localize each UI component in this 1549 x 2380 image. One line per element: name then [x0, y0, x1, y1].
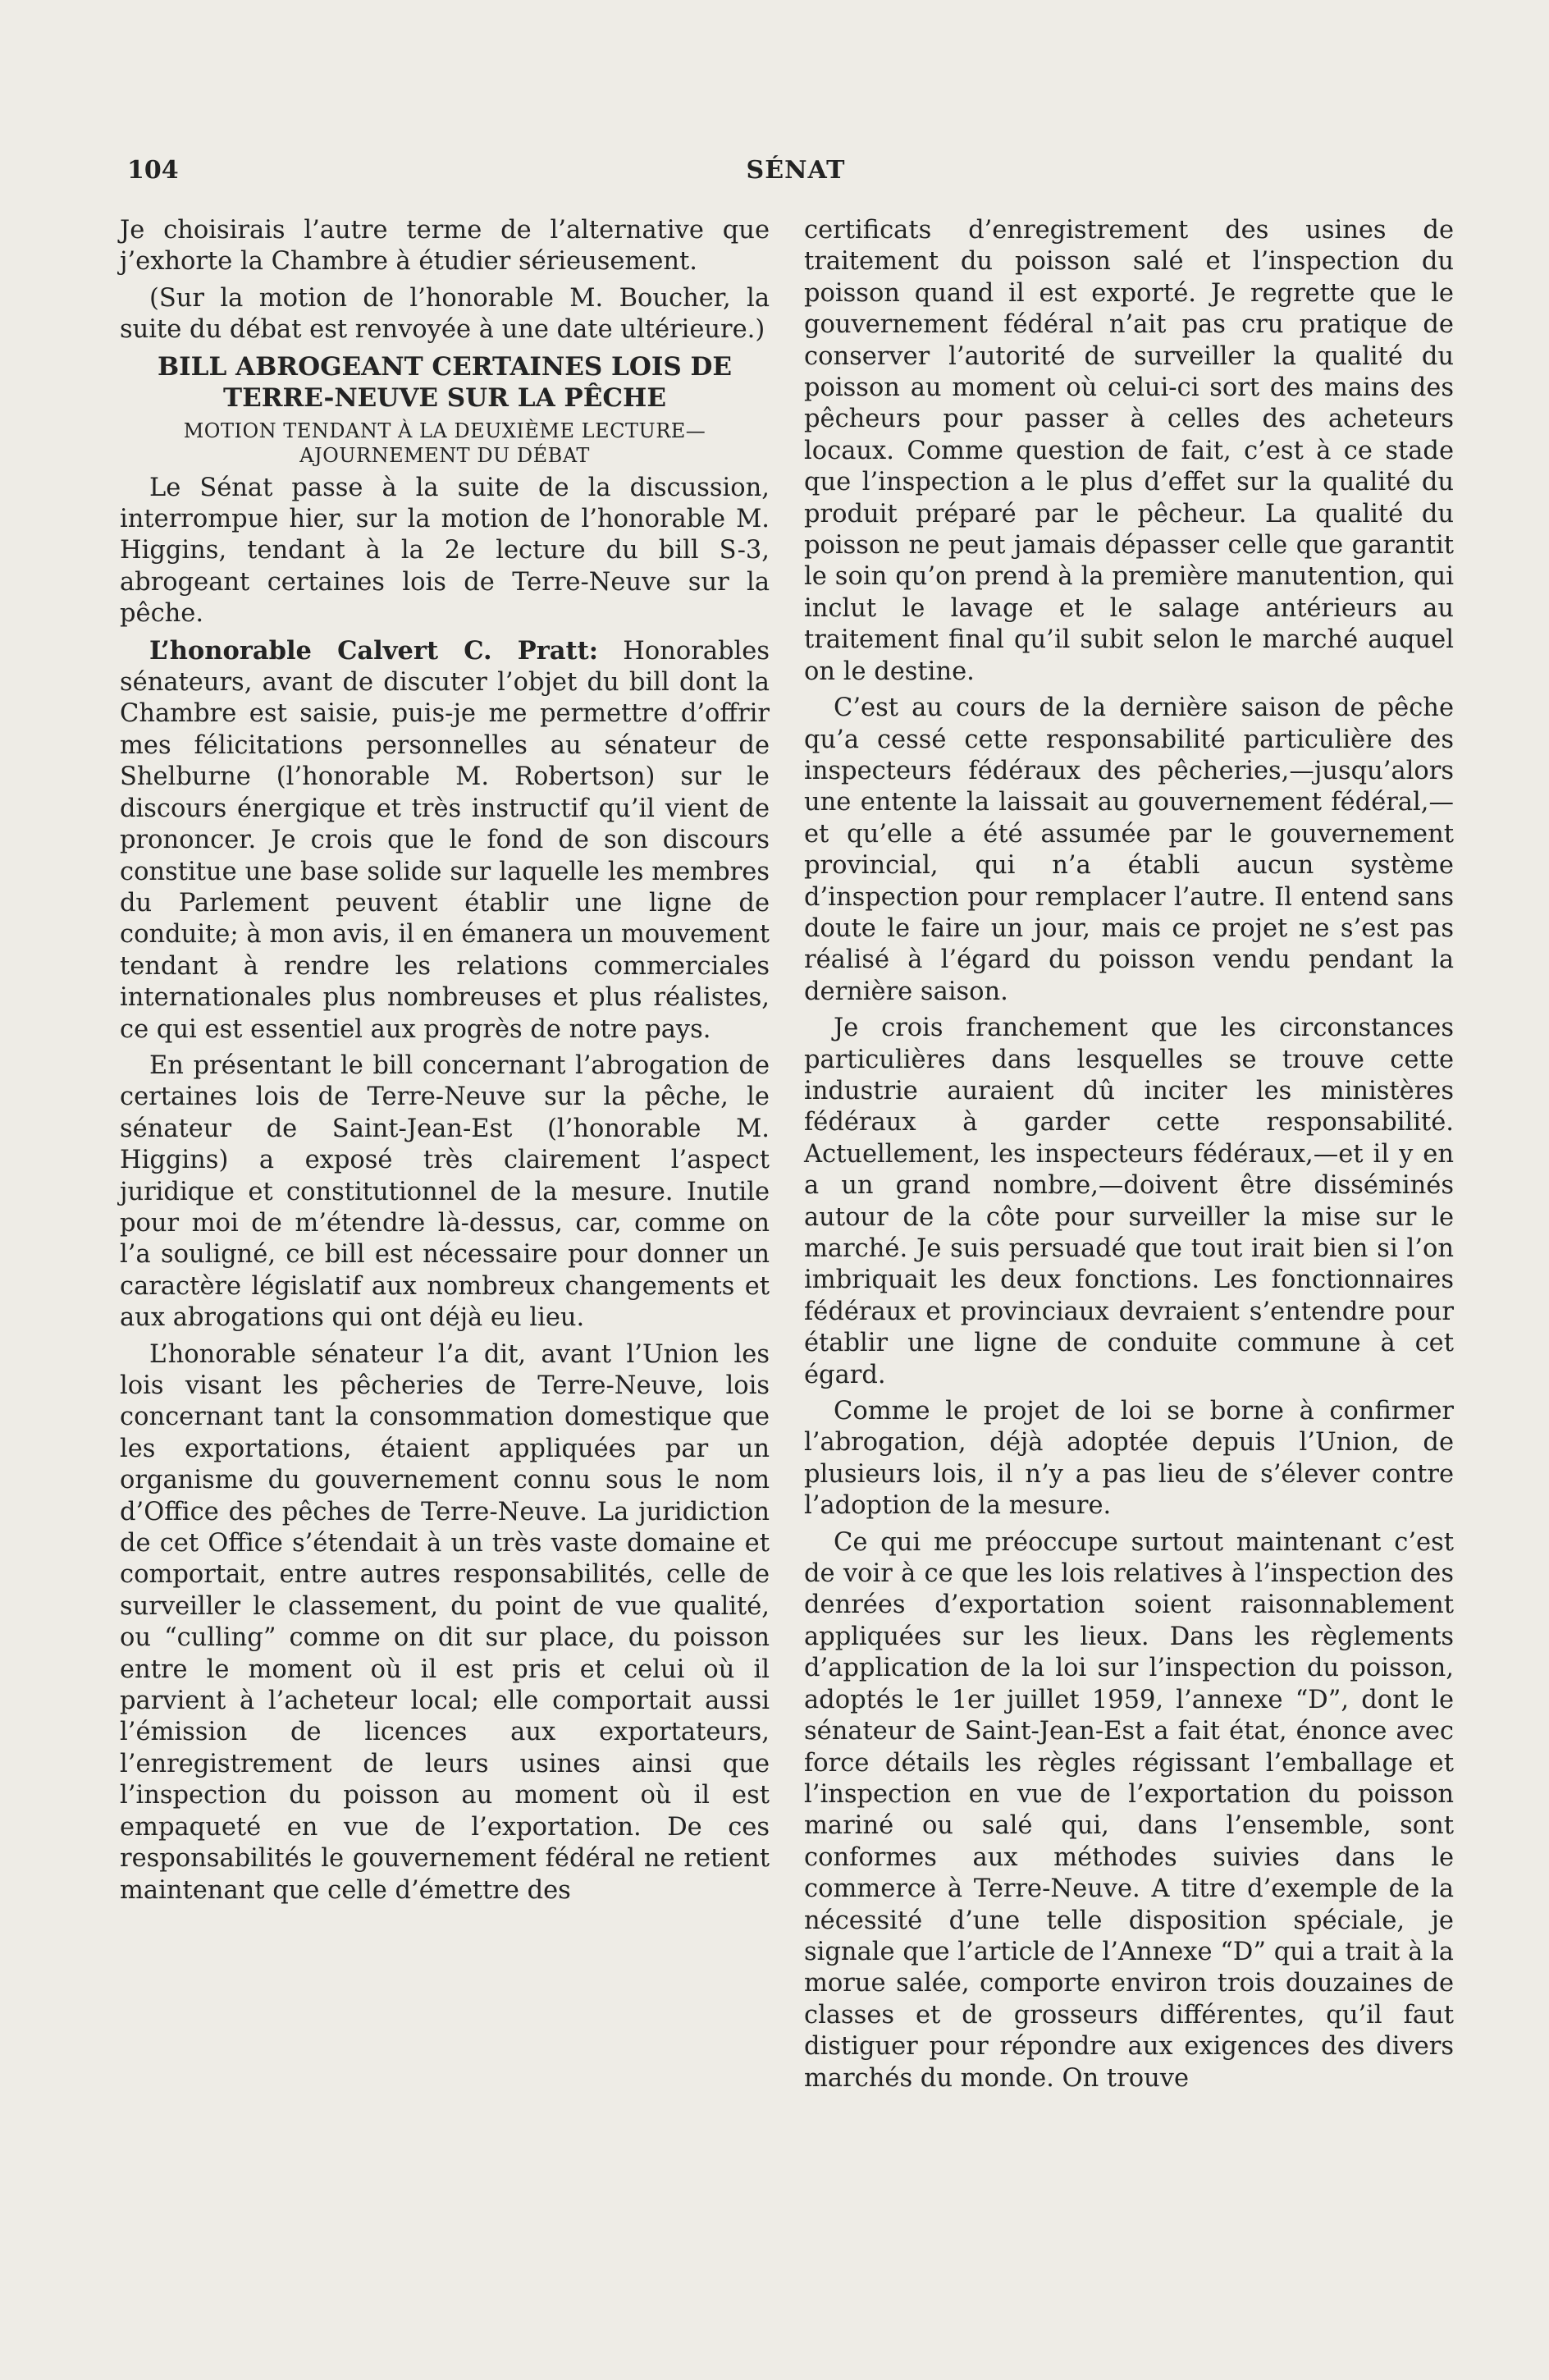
paragraph: Le Sénat passe à la suite de la discussion, interrompue hier, sur la motion de l’honorable M. Higgins, tendant à la 2e lecture du bill S-3, abrogeant certaines lois de Terre-Neuve sur la pêche.	[120, 473, 770, 629]
paragraph: Ce qui me préoccupe surtout maintenant c’est de voir à ce que les lois relatives à l’inspection des denrées d’exportation soient raisonnablement appliquées sur les lieux. Dans les règlements d’application de la loi sur l’inspection du poisson, adoptés le 1er juillet 1959, l’annexe “D”, dont le sénateur de Saint-Jean-Est a fait état, énonce avec force détails les règles régissant l’emballage et l’inspection en vue de l’exportation du poisson mariné ou salé qui, dans l’ensemble, sont conformes aux méthodes suivies dans le commerce à Terre-Neuve. A titre d’exemple de la nécessité d’une telle disposition spéciale, je signale que l’article de l’Annexe “D” qui a trait à la morue salée, comporte environ trois douzaines de classes et de grosseurs différentes, qu’il faut distiguer pour répondre aux exigences des divers marchés du monde. On trouve	[804, 1527, 1454, 2093]
paragraph: certificats d’enregistrement des usines de traitement du poisson salé et l’inspection du poisson quand il est exporté. Je regrette que le gouvernement fédéral n’ait pas cru pratique de conserver l’autorité de surveiller la qualité du poisson au moment où celui-ci sort des mains des pêcheurs pour passer à celles des acheteurs locaux. Comme question de fait, c’est à ce stade que l’inspection a le plus d’effet sur la qualité du produit préparé par le pêcheur. La qualité du poisson ne peut jamais dépasser celle que garantit le soin qu’on prend à la première manutention, qui inclut le lavage et le salage antérieurs au traitement final qu’il subit selon le marché auquel on le destine.	[804, 216, 1454, 686]
speech-text: Honorables sénateurs, avant de discuter l’objet du bill dont la Chambre est saisie, puis-je me permettre d’offrir mes félicitations personnelles au sénateur de Shelburne (l’honorable M. Robertson) sur le discours énergique et très instructif qu’il vient de prononcer. Je crois que le fond de son discours constitue une base solide sur laquelle les membres du Parlement peuvent établir une ligne de conduite; à mon avis, il en émanera un mouvement tendant à rendre les relations commerciales internationales plus nombreuses et plus réalistes, ce qui est essentiel aux progrès de notre pays.	[120, 636, 770, 1044]
paragraph: L’honorable sénateur l’a dit, avant l’Union les lois visant les pêcheries de Terre-Neuve, lois concernant tant la consommation domestique que les exportations, étaient appliquées par un organisme du gouvernement connu sous le nom d’Office des pêches de Terre-Neuve. La juridiction de cet Office s’étendait à un très vaste domaine et comportait, entre autres responsabilités, celle de surveiller le classement, du point de vue qualité, ou “culling” comme on dit sur place, du poisson entre le moment où il est pris et celui où il parvient à l’acheteur local; elle comportait aussi l’émission de licences aux exportateurs, l’enregistrement de leurs usines ainsi que l’inspection du poisson au moment où il est empaqueté en vue de l’exportation. De ces responsabilités le gouvernement fédéral ne retient maintenant que celle d’émettre des	[120, 1339, 770, 1905]
paragraph: En présentant le bill concernant l’abrogation de certaines lois de Terre-Neuve sur la pêche, le sénateur de Saint-Jean-Est (l’honorable M. Higgins) a exposé très clairement l’aspect juridique et constitutionnel de la mesure. Inutile pour moi de m’étendre là-dessus, car, comme on l’a souligné, ce bill est nécessaire pour donner un caractère législatif aux nombreux changements et aux abrogations qui ont déjà eu lieu.	[120, 1050, 770, 1333]
right-column	[804, 215, 1454, 2094]
running-title: SÉNAT	[746, 156, 846, 185]
paragraph: (Sur la motion de l’honorable M. Boucher, la suite du débat est renvoyée à une date ultérieure.)	[120, 283, 770, 345]
speech-paragraph	[120, 635, 770, 1046]
paragraph: Je crois franchement que les circonstances particulières dans lesquelles se trouve cette industrie auraient dû inciter les ministères fédéraux à garder cette responsabilité. Actuellement, les inspecteurs fédéraux,—et il y en a un grand nombre,—doivent être disséminés autour de la côte pour surveiller la mise sur le marché. Je suis persuadé que tout irait bien si l’on imbriquait les deux fonctions. Les fonctionnaires fédéraux et provinciaux devraient s’entendre pour établir une ligne de conduite commune à cet égard.	[804, 1014, 1454, 1389]
page-header	[127, 156, 1464, 189]
section-subheading: MOTION TENDANT À LA DEUXIÈME LECTURE— AJOURNEMENT DU DÉBAT	[183, 419, 706, 467]
left-column	[120, 215, 770, 1906]
paragraph: Je choisirais l’autre terme de l’alternative que j’exhorte la Chambre à étudier sérieusement.	[120, 216, 770, 277]
section-heading: BILL ABROGEANT CERTAINES LOIS DE TERRE-NEUVE SUR LA PÊCHE	[157, 351, 733, 413]
page-number: 104	[127, 156, 179, 185]
paragraph: Comme le projet de loi se borne à confirmer l’abrogation, déjà adoptée depuis l’Union, de plusieurs lois, il n’y a pas lieu de s’élever contre l’adoption de la mesure.	[804, 1397, 1454, 1521]
speaker-name: L’honorable Calvert C. Pratt:	[149, 635, 598, 666]
paragraph: C’est au cours de la dernière saison de pêche qu’a cessé cette responsabilité particulière des inspecteurs fédéraux des pêcheries,—jusqu’alors une entente la laissait au gouvernement fédéral,—et qu’elle a été assumée par le gouvernement provincial, qui n’a établi aucun système d’inspection pour remplacer l’autre. Il entend sans doute le faire un jour, mais ce projet ne s’est pas réalisé à l’égard du poisson vendu pendant la dernière saison.	[804, 693, 1454, 1006]
